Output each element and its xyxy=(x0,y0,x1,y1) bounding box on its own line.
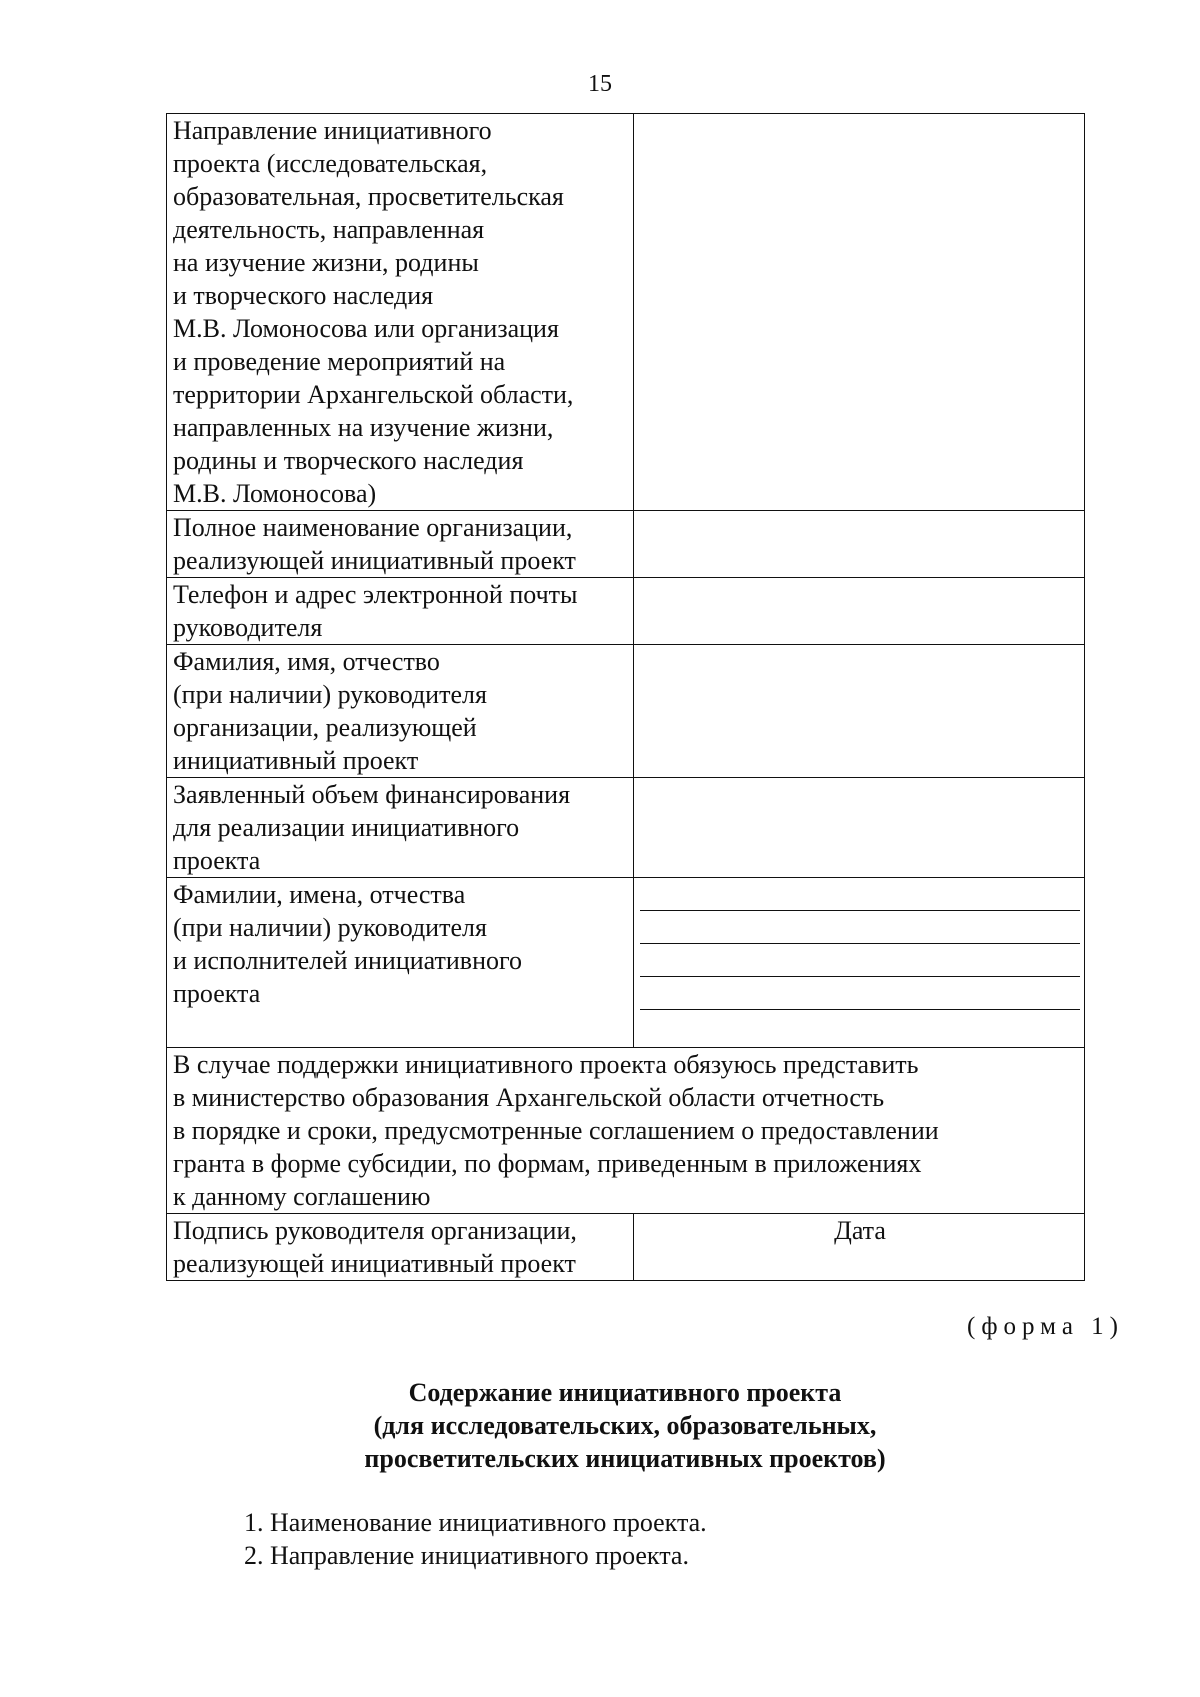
obligation-text: В случае поддержки инициативного проекта обязуюсь представить в министерство образования Архангельской области отчетность в порядке и сроки, предусмотренные соглашением о предоставлении гранта в форме субсидии, по формам, приведенным в приложениях к данному соглашению xyxy=(167,1048,1085,1214)
executor-line[interactable] xyxy=(640,944,1080,977)
project-direction-label: Направление инициативного проекта (исследовательская, образовательная, просветительская деятельность, направленная на изучение жизни, родины и творческого наследия М.В. Ломоносова или организация и проведение мероприятий на территории Архангельской области, направленных на изучение жизни, родины и творческого наследия М.В. Ломоносова) xyxy=(167,114,634,511)
form-reference: (форма 1) xyxy=(967,1313,1124,1340)
signature-label: Подпись руководителя организации, реализующей инициативный проект xyxy=(167,1214,634,1281)
date-label: Дата xyxy=(634,1214,1085,1281)
table-row xyxy=(167,578,1085,645)
table-row xyxy=(167,878,1085,1048)
section-title: Содержание инициативного проекта (для исследовательских, образовательных, просветительских инициативных проектов) xyxy=(364,1378,886,1473)
head-contacts-label: Телефон и адрес электронной почты руководителя xyxy=(167,578,634,645)
executors-lines xyxy=(640,878,1080,1043)
head-full-name-label: Фамилия, имя, отчество (при наличии) руководителя организации, реализующей инициативный проект xyxy=(167,645,634,778)
list-item: 1. Наименование инициативного проекта. xyxy=(244,1508,707,1537)
executor-line[interactable] xyxy=(640,878,1080,911)
organization-name-label: Полное наименование организации, реализующей инициативный проект xyxy=(167,511,634,578)
funding-amount-field[interactable] xyxy=(634,778,1085,878)
head-contacts-field[interactable] xyxy=(634,578,1085,645)
table-row xyxy=(167,778,1085,878)
table-row xyxy=(167,1214,1085,1281)
content-list xyxy=(244,1506,707,1572)
executors-label: Фамилии, имена, отчества (при наличии) руководителя и исполнителей инициативного проекта xyxy=(167,878,634,1048)
organization-name-field[interactable] xyxy=(634,511,1085,578)
executor-line[interactable] xyxy=(640,977,1080,1010)
page-number: 15 xyxy=(588,71,612,97)
table-row xyxy=(167,114,1085,511)
project-direction-field[interactable] xyxy=(634,114,1085,511)
table-row xyxy=(167,1048,1085,1214)
table-row xyxy=(167,511,1085,578)
list-item: 2. Направление инициативного проекта. xyxy=(244,1541,689,1570)
table-row xyxy=(167,645,1085,778)
head-full-name-field[interactable] xyxy=(634,645,1085,778)
executors-field[interactable] xyxy=(634,878,1085,1048)
application-form-table xyxy=(166,113,1085,1281)
funding-amount-label: Заявленный объем финансирования для реализации инициативного проекта xyxy=(167,778,634,878)
executor-line[interactable] xyxy=(640,911,1080,944)
executor-line[interactable] xyxy=(640,1010,1080,1043)
